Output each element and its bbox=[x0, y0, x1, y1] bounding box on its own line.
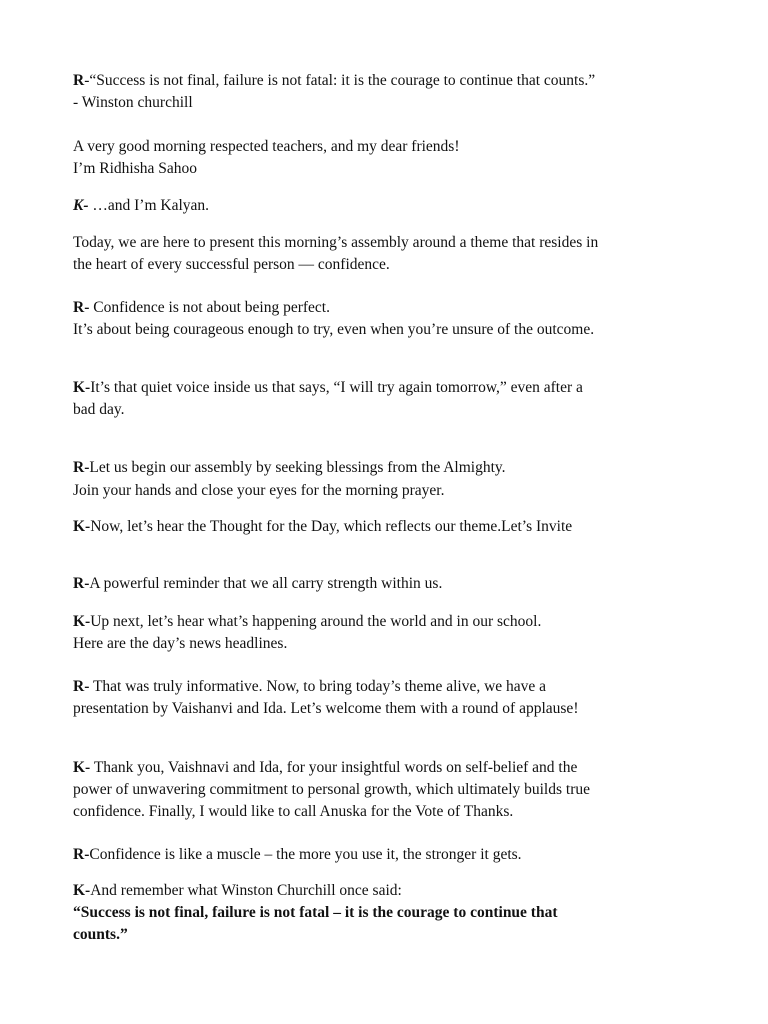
k-thanks-line-1 bbox=[73, 758, 577, 778]
k-closing-text: And remember what Winston Churchill once said: bbox=[90, 882, 402, 899]
r-confidence-line-1 bbox=[73, 298, 330, 318]
speaker-label: K- bbox=[73, 518, 91, 535]
r-presentation-line-2: presentation by Vaishanvi and Ida. Let’s welcome them with a round of applause! bbox=[73, 700, 579, 717]
r-muscle-line bbox=[73, 845, 522, 865]
k-intro-line bbox=[73, 196, 209, 216]
r-prayer-line-1 bbox=[73, 458, 506, 478]
k-news-text: Up next, let’s hear what’s happening around the world and in our school. bbox=[90, 613, 542, 630]
speaker-label: R- bbox=[73, 678, 90, 695]
speaker-label: R- bbox=[73, 459, 90, 476]
r-strength-text: A powerful reminder that we all carry strength within us. bbox=[89, 575, 443, 592]
speaker-label: R- bbox=[73, 299, 90, 316]
k-thought-text: Now, let’s hear the Thought for the Day, which reflects our theme.Let’s Invite bbox=[90, 518, 573, 535]
closing-quote-line-1: “Success is not final, failure is not fatal – it is the courage to continue that bbox=[73, 904, 558, 921]
r-presentation-line-1 bbox=[73, 677, 546, 697]
k-thought-line bbox=[73, 517, 572, 537]
k-voice-line-2: bad day. bbox=[73, 401, 125, 418]
k-thanks-text: Thank you, Vaishnavi and Ida, for your insightful words on self-belief and the bbox=[90, 759, 578, 776]
r-muscle-text: Confidence is like a muscle – the more you use it, the stronger it gets. bbox=[89, 846, 522, 863]
theme-line-1: Today, we are here to present this morning’s assembly around a theme that resides in bbox=[73, 234, 599, 251]
speaker-label: R bbox=[73, 72, 85, 89]
closing-quote-line-2: counts.” bbox=[73, 926, 128, 943]
speaker-label: R- bbox=[73, 575, 90, 592]
speaker-label: K- bbox=[73, 882, 91, 899]
speaker-label: K- bbox=[73, 759, 91, 776]
r-strength-line bbox=[73, 574, 442, 594]
greeting-line: A very good morning respected teachers, and my dear friends! bbox=[73, 138, 460, 155]
r-prayer-text: Let us begin our assembly by seeking blessings from the Almighty. bbox=[89, 459, 506, 476]
r-confidence-text: Confidence is not about being perfect. bbox=[89, 299, 330, 316]
presenter-name-r: I’m Ridhisha Sahoo bbox=[73, 160, 197, 177]
speaker-label: K- bbox=[73, 197, 89, 214]
opening-quote: -“Success is not final, failure is not fatal: it is the courage to continue that counts.” bbox=[84, 72, 596, 89]
r-presentation-text: That was truly informative. Now, to bring today’s theme alive, we have a bbox=[89, 678, 547, 695]
k-news-line-2: Here are the day’s news headlines. bbox=[73, 635, 288, 652]
r-confidence-line-2: It’s about being courageous enough to try, even when you’re unsure of the outcome. bbox=[73, 321, 595, 338]
theme-line-2: the heart of every successful person — confidence. bbox=[73, 256, 390, 273]
opening-quote-line bbox=[73, 71, 595, 91]
speaker-label: K- bbox=[73, 613, 91, 630]
k-closing-line bbox=[73, 881, 402, 901]
speaker-label: R- bbox=[73, 846, 90, 863]
speaker-label: K- bbox=[73, 379, 91, 396]
k-voice-text: It’s that quiet voice inside us that says, “I will try again tomorrow,” even after a bbox=[90, 379, 583, 396]
k-thanks-line-3: confidence. Finally, I would like to call Anuska for the Vote of Thanks. bbox=[73, 803, 514, 820]
r-prayer-line-2: Join your hands and close your eyes for the morning prayer. bbox=[73, 482, 445, 499]
k-intro-text: …and I’m Kalyan. bbox=[88, 197, 210, 214]
quote-attribution: - Winston churchill bbox=[73, 94, 193, 111]
k-news-line-1 bbox=[73, 612, 541, 632]
k-voice-line-1 bbox=[73, 378, 583, 398]
k-thanks-line-2: power of unwavering commitment to personal growth, which ultimately builds true bbox=[73, 781, 590, 798]
